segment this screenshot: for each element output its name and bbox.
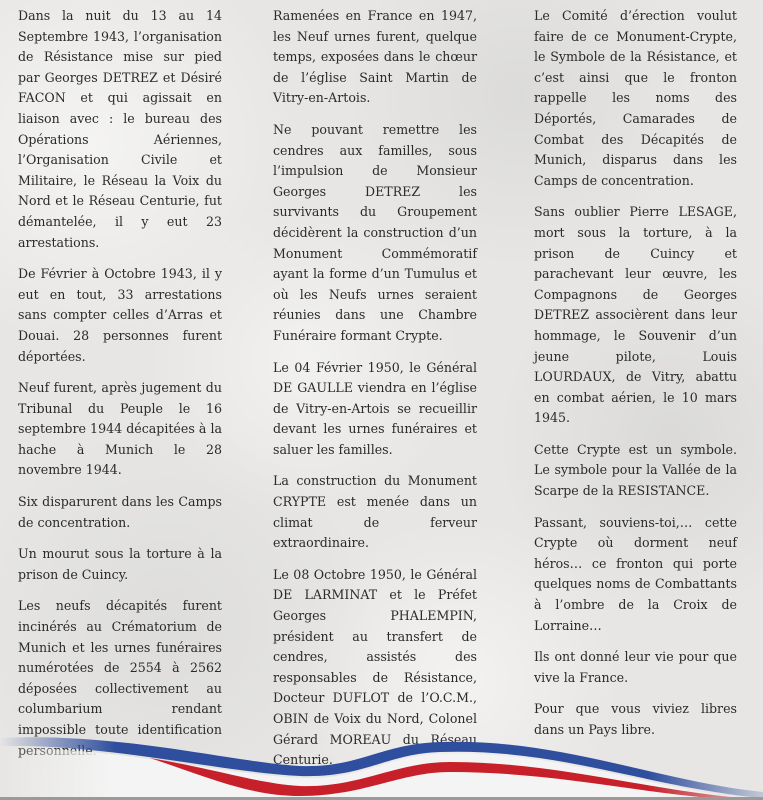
paragraph: Sans oublier Pierre LESAGE, mort sous la torture, à la prison de Cuincy et parachevant leur œuvre, les Compagnons de Georges DETREZ associèrent dans leur hommage, le Souvenir d’un jeune pilote, Louis LOURDAUX, de Vitry, abattu en combat aérien, le 10 mars 1945. xyxy=(534,204,737,426)
paragraph: Le 08 Octobre 1950, le Général DE LARMINAT et le Préfet Georges PHALEMPIN, président au transfert de cendres, assistés des responsables de Résistance, Docteur DUFLOT de l’O.C.M., OBIN de Voix du Nord, Colonel Gérard MOREAU du Réseau Centurie. xyxy=(273,566,477,768)
paragraph: Le 04 Février 1950, le Général DE GAULLE viendra en l’église de Vitry-en-Artois se recueillir devant les urnes funéraires et saluer les familles. xyxy=(273,359,477,457)
paragraph: Ils ont donné leur vie pour que vive la France. xyxy=(534,649,737,685)
paragraph: Le Comité d’érection voulut faire de ce Monument-Crypte, le Symbole de la Résistance, et c’est ainsi que le fronton rappelle les noms des Déportés, Camarades de Combat des Décapités de Munich, disparus dans les Camps de concentration. xyxy=(534,8,737,188)
paragraph: Cette Crypte est un symbole. Le symbole pour la Vallée de la Scarpe de la RESISTANCE. xyxy=(534,441,737,499)
paragraph: Un mourut sous la torture à la prison de Cuincy. xyxy=(18,546,222,582)
tricolor-ribbon xyxy=(0,722,763,800)
paragraph: Passant, souviens-toi,… cette Crypte où dorment neuf héros… ce fronton qui porte quelques noms de Combattants à l’ombre de la Croix de Lorraine… xyxy=(534,514,737,633)
paragraph: Six disparurent dans les Camps de concentration. xyxy=(18,494,222,530)
paragraph: Ne pouvant remettre les cendres aux familles, sous l’impulsion de Monsieur Georges DETREZ les survivants du Groupement décidèrent la construction d’un Monument Commémoratif ayant la forme d’un Tumulus et où les Neufs urnes seraient réunies dans une Chambre Funéraire formant Crypte. xyxy=(273,121,477,343)
text-column-1 xyxy=(18,6,222,772)
paragraph: La construction du Monument CRYPTE est menée dans un climat de ferveur extraordinaire. xyxy=(273,473,477,551)
paragraph: Neuf furent, après jugement du Tribunal du Peuple le 16 septembre 1944 décapitées à la hache à Munich le 28 novembre 1944. xyxy=(18,380,222,478)
text-column-3 xyxy=(534,6,737,752)
paragraph: Pour que vous viviez libres dans un Pays libre. xyxy=(534,701,737,737)
text-column-2 xyxy=(273,6,477,782)
paragraph: Les neufs décapités furent incinérés au Crématorium de Munich et les urnes funéraires numérotées de 2554 à 2562 déposées collectivement au columbarium rendant impossible toute identification xyxy=(18,598,222,737)
paragraph: Ramenées en France en 1947, les Neuf urnes furent, quelque temps, exposées dans le chœur de l’église Saint Martin de Vitry-en-Artois. xyxy=(273,8,477,106)
paragraph: De Février à Octobre 1943, il y eut en tout, 33 arrestations sans compter celles d’Arras et Douai. 28 personnes furent déportées. xyxy=(18,266,222,364)
paragraph: Dans la nuit du 13 au 14 Septembre 1943, l’organisation de Résistance mise sur pied par Georges DETREZ et Désiré FACON et qui agissait en liaison avec : le bureau des Opérations Aériennes, l’Organisation Civile et Militaire, le Réseau la Voix du Nord et le Réseau Centurie, fut démantelée, il y eut 23 arrestations. xyxy=(18,8,222,250)
